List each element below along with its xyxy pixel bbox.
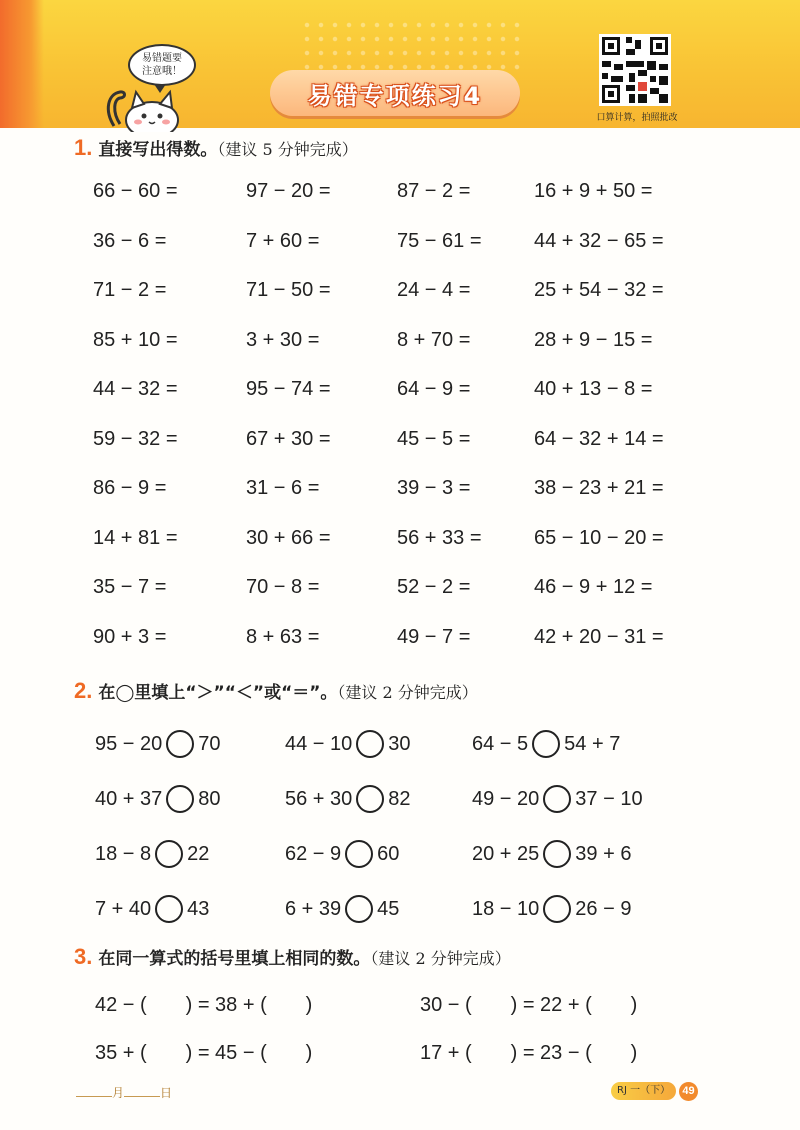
problem-row [93,180,733,230]
compare-row [95,730,735,785]
header-edge-stripe [0,0,44,128]
problem: 44 − 32 = [93,378,178,400]
compare-left: 44 − 10 [285,732,353,755]
qr-caption: 口算计算，拍照批改 [596,113,678,123]
compare-right: 54 + 7 [564,732,621,755]
page-header [0,0,800,128]
section-2-title [74,678,478,704]
problem-row [93,230,733,280]
equation[interactable]: 42 − ( ) = 38 + ( ) [95,994,313,1016]
month-label: 月 [112,1086,125,1100]
header-dot-pattern [300,18,520,78]
problem: 46 − 9 + 12 = [534,576,653,598]
compare-item [285,785,411,813]
equation[interactable]: 17 + ( ) = 23 − ( ) [420,1042,638,1064]
problem: 44 + 32 − 65 = [534,229,664,252]
section-2-number: 2. [74,678,93,703]
compare-item [472,785,643,813]
section-3-equations [95,994,735,1090]
compare-left: 62 − 9 [285,842,342,865]
answer-circle[interactable] [155,895,183,923]
problem: 71 − 50 = [246,279,331,301]
problem: 38 − 23 + 21 = [534,477,664,499]
compare-right: 45 [377,897,400,920]
problem: 8 + 70 = [397,328,471,351]
compare-right: 80 [198,787,221,810]
problem-row [93,626,733,676]
compare-item [95,895,209,923]
section-1-problems [93,180,733,675]
problem: 42 + 20 − 31 = [534,625,664,648]
problem: 67 + 30 = [246,427,331,450]
section-1-number: 1. [74,135,93,160]
answer-circle[interactable] [166,730,194,758]
section-2-comparisons [95,730,735,950]
answer-circle[interactable] [356,785,384,813]
section-2-hint: （建议 2 分钟完成） [337,683,478,702]
problem: 75 − 61 = [397,229,482,252]
problem: 65 − 10 − 20 = [534,526,664,549]
compare-item [285,840,399,868]
month-blank[interactable] [76,1086,112,1097]
problem: 28 + 9 − 15 = [534,328,653,351]
compare-right: 82 [388,787,411,810]
problem: 52 − 2 = [397,576,471,598]
compare-item [285,730,411,758]
problem: 36 − 6 = [93,229,167,252]
section-1-hint: （建议 5 分钟完成） [217,140,358,159]
problem-row [93,527,733,577]
problem-row [93,279,733,329]
compare-item [472,895,631,923]
problem-row [93,428,733,478]
answer-circle[interactable] [166,785,194,813]
problem: 35 − 7 = [93,576,167,598]
problem: 59 − 32 = [93,427,178,450]
compare-left: 40 + 37 [95,787,163,810]
problem: 70 − 8 = [246,576,320,598]
problem: 31 − 6 = [246,477,320,499]
cat-mascot-icon [100,80,190,132]
date-field [76,1084,172,1101]
equation-row [95,994,735,1042]
problem: 30 + 66 = [246,526,331,549]
problem: 86 − 9 = [93,477,167,499]
speech-line-1: 易错题要 [142,53,182,64]
problem-row [93,378,733,428]
compare-item [95,785,221,813]
problem: 49 − 7 = [397,625,471,648]
equation[interactable]: 35 + ( ) = 45 − ( ) [95,1042,313,1064]
compare-left: 64 − 5 [472,732,529,755]
answer-circle[interactable] [543,895,571,923]
compare-right: 37 − 10 [575,787,643,810]
compare-right: 60 [377,842,400,865]
section-3-hint: （建议 2 分钟完成） [370,949,511,968]
compare-left: 7 + 40 [95,897,152,920]
answer-circle[interactable] [543,840,571,868]
problem: 90 + 3 = [93,625,167,648]
speech-line-2: 注意哦！ [142,66,182,77]
compare-row [95,785,735,840]
section-2-heading: 在◯里填上“＞”“＜”或“＝”。 [98,683,338,703]
problem-row [93,477,733,527]
section-3-title [74,944,511,970]
problem: 71 − 2 = [93,279,167,301]
problem: 95 − 74 = [246,378,331,400]
problem: 64 − 9 = [397,378,471,400]
problem: 39 − 3 = [397,477,471,499]
problem: 8 + 63 = [246,625,320,648]
answer-circle[interactable] [155,840,183,868]
compare-right: 22 [187,842,210,865]
problem: 56 + 33 = [397,526,482,549]
answer-circle[interactable] [532,730,560,758]
problem-row [93,576,733,626]
compare-item [95,730,221,758]
compare-row [95,840,735,895]
compare-left: 6 + 39 [285,897,342,920]
day-blank[interactable] [124,1086,160,1097]
problem: 40 + 13 − 8 = [534,378,653,400]
compare-right: 43 [187,897,210,920]
compare-left: 18 − 10 [472,897,540,920]
problem: 66 − 60 = [93,180,178,202]
compare-row [95,895,735,950]
compare-item [285,895,399,923]
compare-left: 56 + 30 [285,787,353,810]
problem: 87 − 2 = [397,180,471,202]
problem: 7 + 60 = [246,229,320,252]
compare-left: 95 − 20 [95,732,163,755]
compare-item [472,840,631,868]
compare-item [95,840,209,868]
compare-right: 70 [198,732,221,755]
answer-circle[interactable] [356,730,384,758]
problem: 25 + 54 − 32 = [534,279,664,301]
section-1-title [74,135,358,161]
page-title: 易错专项练习4 [307,82,483,110]
equation[interactable]: 30 − ( ) = 22 + ( ) [420,994,638,1016]
problem: 14 + 81 = [93,526,178,549]
compare-left: 18 − 8 [95,842,152,865]
problem: 16 + 9 + 50 = [534,180,653,202]
problem: 85 + 10 = [93,328,178,351]
page-number: 49 [679,1082,698,1101]
problem-row [93,329,733,379]
title-banner [270,70,520,116]
compare-right: 30 [388,732,411,755]
compare-right: 26 − 9 [575,897,632,920]
answer-circle[interactable] [543,785,571,813]
compare-left: 49 − 20 [472,787,540,810]
edition-tag: RJ 一（下） [611,1082,676,1100]
section-3-heading: 在同一算式的括号里填上相同的数。 [98,949,371,969]
compare-left: 20 + 25 [472,842,540,865]
qr-code-icon[interactable] [599,34,671,106]
problem: 24 − 4 = [397,279,471,301]
problem: 45 − 5 = [397,427,471,450]
problem: 3 + 30 = [246,328,320,351]
compare-item [472,730,620,758]
answer-circle[interactable] [345,840,373,868]
section-3-number: 3. [74,944,93,969]
problem: 64 − 32 + 14 = [534,427,664,450]
problem: 97 − 20 = [246,180,331,202]
answer-circle[interactable] [345,895,373,923]
compare-right: 39 + 6 [575,842,632,865]
day-label: 日 [160,1086,173,1100]
section-1-heading: 直接写出得数。 [98,140,218,160]
